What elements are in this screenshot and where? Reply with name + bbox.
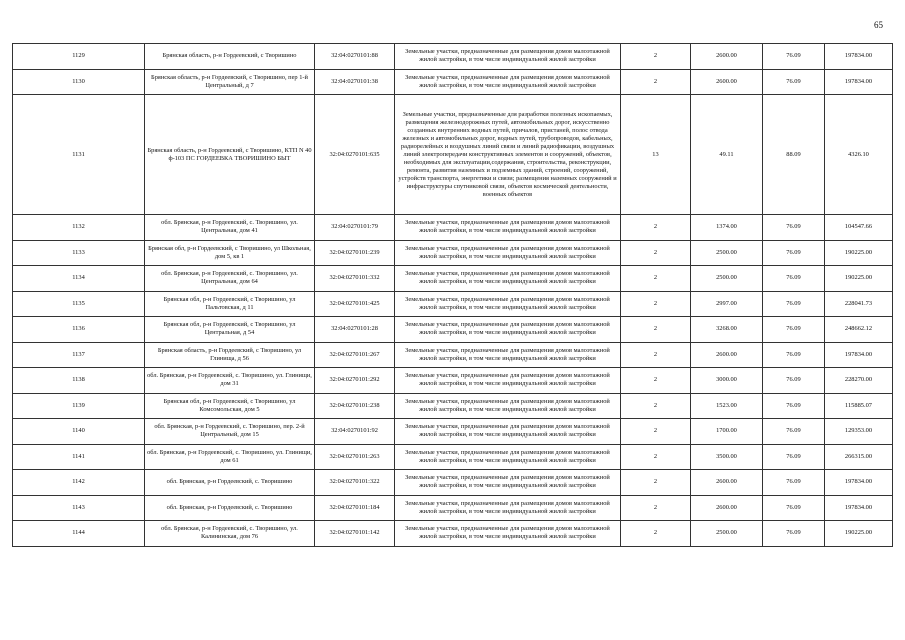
table-row bbox=[13, 495, 893, 521]
land-use-cell: Земельные участки, предназначенные для размещения домов малоэтажной жилой застройки, в том числе индивидуальной жилой застройки bbox=[395, 470, 621, 496]
row-number: 1142 bbox=[13, 470, 145, 496]
cadastral-value-cell: 190225.00 bbox=[825, 240, 893, 266]
cadastral-number-cell: 32:04:0270101:38 bbox=[315, 69, 395, 95]
address-cell: Брянская область, р-н Гордеевский, с Творишино bbox=[145, 44, 315, 70]
cadastral-number-cell: 32:04:0270101:332 bbox=[315, 266, 395, 292]
row-number: 1137 bbox=[13, 342, 145, 368]
cadastral-value-cell: 129353.00 bbox=[825, 419, 893, 445]
specific-value-cell: 76.09 bbox=[763, 444, 825, 470]
cadastral-number-cell: 32:04:0270101:79 bbox=[315, 215, 395, 241]
land-use-cell: Земельные участки, предназначенные для размещения домов малоэтажной жилой застройки, в том числе индивидуальной жилой застройки bbox=[395, 419, 621, 445]
cadastral-value-cell: 266315.00 bbox=[825, 444, 893, 470]
cadastral-value-table bbox=[12, 43, 893, 547]
row-number: 1143 bbox=[13, 495, 145, 521]
area-cell: 1700.00 bbox=[691, 419, 763, 445]
land-use-cell: Земельные участки, предназначенные для размещения домов малоэтажной жилой застройки, в том числе индивидуальной жилой застройки bbox=[395, 368, 621, 394]
group-cell: 2 bbox=[621, 444, 691, 470]
row-number: 1141 bbox=[13, 444, 145, 470]
table-row bbox=[13, 44, 893, 70]
table-row bbox=[13, 368, 893, 394]
row-number: 1138 bbox=[13, 368, 145, 394]
cadastral-number-cell: 32:04:0270101:425 bbox=[315, 291, 395, 317]
row-number: 1131 bbox=[13, 95, 145, 215]
group-cell: 2 bbox=[621, 368, 691, 394]
address-cell: Брянская область, р-н Гордеевский, с Творишино, КТП N 40 ф-103 ПС ГОРДЕЕВКА ТВОРИШИНО БЫТ bbox=[145, 95, 315, 215]
table-row bbox=[13, 215, 893, 241]
specific-value-cell: 88.09 bbox=[763, 95, 825, 215]
cadastral-number-cell: 32:04:0270101:635 bbox=[315, 95, 395, 215]
table-row bbox=[13, 521, 893, 547]
row-number: 1139 bbox=[13, 393, 145, 419]
land-use-cell: Земельные участки, предназначенные для размещения домов малоэтажной жилой застройки, в том числе индивидуальной жилой застройки bbox=[395, 291, 621, 317]
area-cell: 2600.00 bbox=[691, 495, 763, 521]
address-cell: обл. Брянская, р-н Гордеевский, с. Творишино, ул. Глинищи, дом 31 bbox=[145, 368, 315, 394]
row-number: 1144 bbox=[13, 521, 145, 547]
cadastral-number-cell: 32:04:0270101:322 bbox=[315, 470, 395, 496]
table-row bbox=[13, 240, 893, 266]
row-number: 1140 bbox=[13, 419, 145, 445]
table-row bbox=[13, 317, 893, 343]
specific-value-cell: 76.09 bbox=[763, 215, 825, 241]
address-cell: обл. Брянская, р-н Гордеевский, с. Творишино, ул. Глинищи, дом 61 bbox=[145, 444, 315, 470]
land-use-cell: Земельные участки, предназначенные для размещения домов малоэтажной жилой застройки, в том числе индивидуальной жилой застройки bbox=[395, 521, 621, 547]
address-cell: обл. Брянская, р-н Гордеевский, с. Творишино bbox=[145, 470, 315, 496]
land-use-cell: Земельные участки, предназначенные для размещения домов малоэтажной жилой застройки, в том числе индивидуальной жилой застройки bbox=[395, 495, 621, 521]
group-cell: 2 bbox=[621, 240, 691, 266]
cadastral-number-cell: 32:04:0270101:92 bbox=[315, 419, 395, 445]
specific-value-cell: 76.09 bbox=[763, 266, 825, 292]
land-use-cell: Земельные участки, предназначенные для размещения домов малоэтажной жилой застройки, в том числе индивидуальной жилой застройки bbox=[395, 317, 621, 343]
row-number: 1130 bbox=[13, 69, 145, 95]
address-cell: Брянская область, р-н Гордеевский, с Творишино, ул Глинища, д 56 bbox=[145, 342, 315, 368]
group-cell: 2 bbox=[621, 342, 691, 368]
table-row bbox=[13, 470, 893, 496]
address-cell: Брянская обл, р-н Гордеевский, с Творишино, ул Центральная, д 54 bbox=[145, 317, 315, 343]
row-number: 1129 bbox=[13, 44, 145, 70]
group-cell: 2 bbox=[621, 521, 691, 547]
area-cell: 2500.00 bbox=[691, 240, 763, 266]
land-use-cell: Земельные участки, предназначенные для размещения домов малоэтажной жилой застройки, в том числе индивидуальной жилой застройки bbox=[395, 215, 621, 241]
group-cell: 2 bbox=[621, 44, 691, 70]
address-cell: обл. Брянская, р-н Гордеевский, с. Творишино bbox=[145, 495, 315, 521]
area-cell: 49.11 bbox=[691, 95, 763, 215]
table-row bbox=[13, 291, 893, 317]
table-row bbox=[13, 266, 893, 292]
table-row bbox=[13, 95, 893, 215]
area-cell: 3268.00 bbox=[691, 317, 763, 343]
table-row bbox=[13, 69, 893, 95]
table-row bbox=[13, 419, 893, 445]
cadastral-value-cell: 190225.00 bbox=[825, 521, 893, 547]
cadastral-number-cell: 32:04:0270101:184 bbox=[315, 495, 395, 521]
group-cell: 2 bbox=[621, 393, 691, 419]
area-cell: 2600.00 bbox=[691, 44, 763, 70]
cadastral-value-cell: 115885.07 bbox=[825, 393, 893, 419]
address-cell: Брянская обл, р-н Гордеевский, с Творишино, ул Школьная, дом 5, кв 1 bbox=[145, 240, 315, 266]
land-use-cell: Земельные участки, предназначенные для размещения домов малоэтажной жилой застройки, в том числе индивидуальной жилой застройки bbox=[395, 444, 621, 470]
cadastral-value-cell: 228270.00 bbox=[825, 368, 893, 394]
specific-value-cell: 76.09 bbox=[763, 368, 825, 394]
area-cell: 2997.00 bbox=[691, 291, 763, 317]
area-cell: 2600.00 bbox=[691, 470, 763, 496]
land-use-cell: Земельные участки, предназначенные для размещения домов малоэтажной жилой застройки, в том числе индивидуальной жилой застройки bbox=[395, 44, 621, 70]
group-cell: 13 bbox=[621, 95, 691, 215]
address-cell: обл. Брянская, р-н Гордеевский, с. Творишино, ул. Центральная, дом 64 bbox=[145, 266, 315, 292]
table-row bbox=[13, 393, 893, 419]
group-cell: 2 bbox=[621, 266, 691, 292]
row-number: 1135 bbox=[13, 291, 145, 317]
row-number: 1136 bbox=[13, 317, 145, 343]
specific-value-cell: 76.09 bbox=[763, 470, 825, 496]
cadastral-number-cell: 32:04:0270101:142 bbox=[315, 521, 395, 547]
row-number: 1133 bbox=[13, 240, 145, 266]
address-cell: Брянская область, р-н Гордеевский, с Творишино, пер 1-й Центральный, д 7 bbox=[145, 69, 315, 95]
cadastral-value-cell: 190225.00 bbox=[825, 266, 893, 292]
area-cell: 2600.00 bbox=[691, 69, 763, 95]
cadastral-number-cell: 32:04:0270101:267 bbox=[315, 342, 395, 368]
row-number: 1134 bbox=[13, 266, 145, 292]
land-use-cell: Земельные участки, предназначенные для размещения домов малоэтажной жилой застройки, в том числе индивидуальной жилой застройки bbox=[395, 266, 621, 292]
land-use-cell: Земельные участки, предназначенные для размещения домов малоэтажной жилой застройки, в том числе индивидуальной жилой застройки bbox=[395, 342, 621, 368]
area-cell: 2600.00 bbox=[691, 342, 763, 368]
group-cell: 2 bbox=[621, 215, 691, 241]
cadastral-number-cell: 32:04:0270101:88 bbox=[315, 44, 395, 70]
cadastral-value-cell: 197834.00 bbox=[825, 470, 893, 496]
cadastral-number-cell: 32:04:0270101:28 bbox=[315, 317, 395, 343]
address-cell: Брянская обл, р-н Гордеевский, с Творишино, ул Пальтовская, д 11 bbox=[145, 291, 315, 317]
cadastral-value-cell: 197834.00 bbox=[825, 69, 893, 95]
cadastral-number-cell: 32:04:0270101:292 bbox=[315, 368, 395, 394]
cadastral-number-cell: 32:04:0270101:239 bbox=[315, 240, 395, 266]
address-cell: обл. Брянская, р-н Гордеевский, с. Творишино, пер. 2-й Центральный, дом 15 bbox=[145, 419, 315, 445]
cadastral-value-cell: 197834.00 bbox=[825, 342, 893, 368]
specific-value-cell: 76.09 bbox=[763, 44, 825, 70]
specific-value-cell: 76.09 bbox=[763, 495, 825, 521]
group-cell: 2 bbox=[621, 69, 691, 95]
address-cell: обл. Брянская, р-н Гордеевский, с. Творишино, ул. Калининская, дом 76 bbox=[145, 521, 315, 547]
area-cell: 3000.00 bbox=[691, 368, 763, 394]
table-row bbox=[13, 342, 893, 368]
specific-value-cell: 76.09 bbox=[763, 240, 825, 266]
group-cell: 2 bbox=[621, 317, 691, 343]
area-cell: 1523.00 bbox=[691, 393, 763, 419]
specific-value-cell: 76.09 bbox=[763, 69, 825, 95]
table-row bbox=[13, 444, 893, 470]
cadastral-value-cell: 197834.00 bbox=[825, 495, 893, 521]
group-cell: 2 bbox=[621, 495, 691, 521]
address-cell: Брянская обл, р-н Гордеевский, с Творишино, ул Комсомольская, дом 5 bbox=[145, 393, 315, 419]
area-cell: 1374.00 bbox=[691, 215, 763, 241]
group-cell: 2 bbox=[621, 419, 691, 445]
cadastral-value-cell: 228041.73 bbox=[825, 291, 893, 317]
cadastral-value-cell: 4326.10 bbox=[825, 95, 893, 215]
land-use-cell: Земельные участки, предназначенные для разработки полезных ископаемых, размещения железнодорожных путей, автомобильных дорог, искусственно созданных внутренних водных путей, причалов, пристаней, полос отвода железных и автомобильных дорог, водных путей, трубопроводов, кабельных, радиорелейных и воздушных линий связи и линий радиофикации, воздушных линий электропередачи конструктивных элементов и сооружений, объектов, необходимых для эксплуатации,содержания, строительства, реконструкции, ремонта, развития наземных и подземных зданий, строений, сооружений, устройств транспорта, энергетики и связи; размещения наземных сооружений и инфраструктуры спутниковой связи, объектов космической деятельности, военных объектов bbox=[395, 95, 621, 215]
group-cell: 2 bbox=[621, 470, 691, 496]
land-use-cell: Земельные участки, предназначенные для размещения домов малоэтажной жилой застройки, в том числе индивидуальной жилой застройки bbox=[395, 69, 621, 95]
specific-value-cell: 76.09 bbox=[763, 291, 825, 317]
address-cell: обл. Брянская, р-н Гордеевский, с. Творишино, ул. Центральная, дом 41 bbox=[145, 215, 315, 241]
cadastral-number-cell: 32:04:0270101:238 bbox=[315, 393, 395, 419]
land-use-cell: Земельные участки, предназначенные для размещения домов малоэтажной жилой застройки, в том числе индивидуальной жилой застройки bbox=[395, 393, 621, 419]
area-cell: 3500.00 bbox=[691, 444, 763, 470]
specific-value-cell: 76.09 bbox=[763, 317, 825, 343]
row-number: 1132 bbox=[13, 215, 145, 241]
land-use-cell: Земельные участки, предназначенные для размещения домов малоэтажной жилой застройки, в том числе индивидуальной жилой застройки bbox=[395, 240, 621, 266]
cadastral-value-cell: 248662.12 bbox=[825, 317, 893, 343]
specific-value-cell: 76.09 bbox=[763, 342, 825, 368]
group-cell: 2 bbox=[621, 291, 691, 317]
specific-value-cell: 76.09 bbox=[763, 521, 825, 547]
cadastral-value-cell: 104547.66 bbox=[825, 215, 893, 241]
page-number: 65 bbox=[874, 20, 883, 30]
cadastral-number-cell: 32:04:0270101:263 bbox=[315, 444, 395, 470]
area-cell: 2500.00 bbox=[691, 521, 763, 547]
specific-value-cell: 76.09 bbox=[763, 419, 825, 445]
cadastral-value-cell: 197834.00 bbox=[825, 44, 893, 70]
area-cell: 2500.00 bbox=[691, 266, 763, 292]
specific-value-cell: 76.09 bbox=[763, 393, 825, 419]
